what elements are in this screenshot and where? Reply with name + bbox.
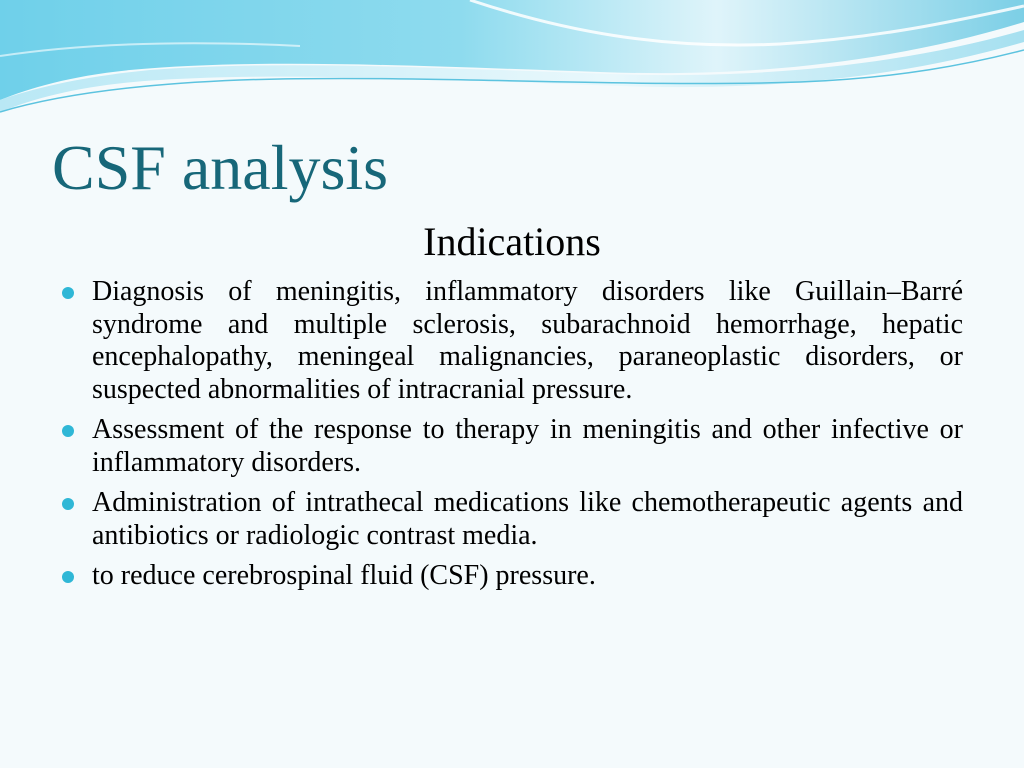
slide-subtitle: Indications [423,219,601,264]
header-wave-decoration [0,0,1024,130]
slide-title: CSF analysis [52,132,389,203]
bullet-dot-icon [62,498,74,510]
bullet-list [62,276,963,601]
bullet-dot-icon [62,287,74,299]
bullet-dot-icon [62,571,74,583]
bullet-text: Assessment of the response to therapy in meningitis and other infective or inflammatory disorders. [92,414,963,478]
bullet-item [62,487,963,552]
bullet-item [62,414,963,479]
bullet-text: Administration of intrathecal medications like chemotherapeutic agents and antibiotics or radiologic contrast media. [92,487,963,551]
bullet-text: Diagnosis of meningitis, inflammatory disorders like Guillain–Barré syndrome and multiple sclerosis, subarachnoid hemorrhage, hepatic encephalopathy, meningeal malignancies, paraneoplastic disorders, or suspected abnormalities of intracranial pressure. [92,276,963,405]
bullet-dot-icon [62,425,74,437]
bullet-item [62,560,963,593]
bullet-text: to reduce cerebrospinal fluid (CSF) pressure. [92,560,596,591]
bullet-item [62,276,963,406]
